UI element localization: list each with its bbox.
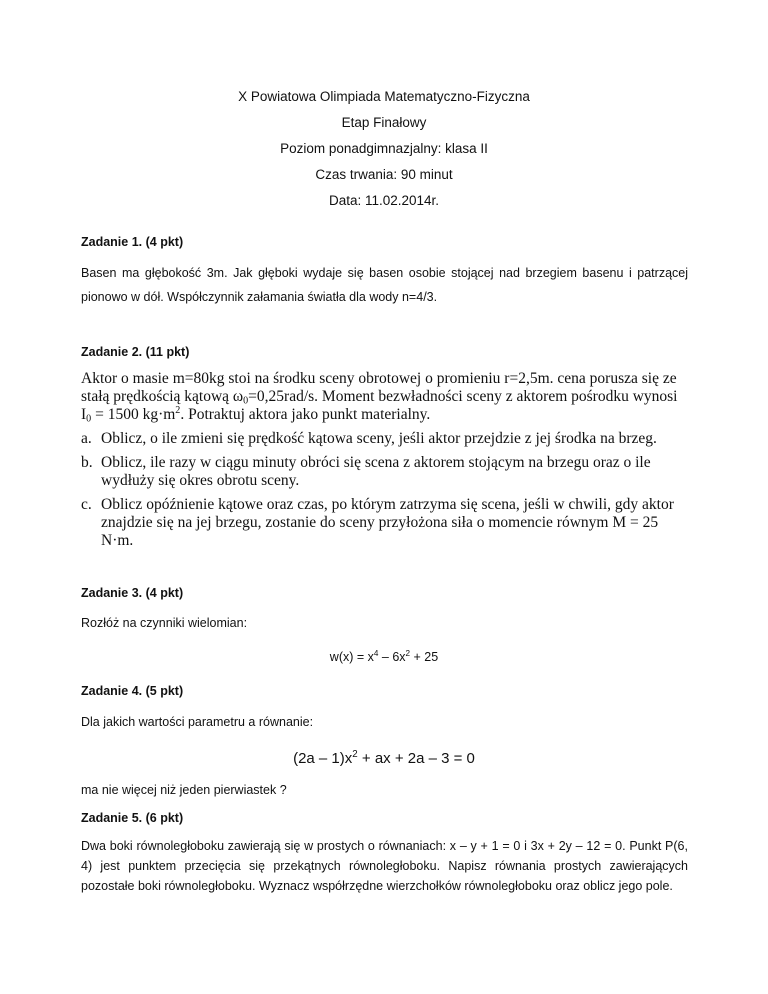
task-1-heading: Zadanie 1. (4 pkt) (81, 235, 184, 249)
exam-level: Poziom ponadgimnazjalny: klasa II (280, 141, 488, 156)
exam-title: X Powiatowa Olimpiada Matematyczno-Fizyczna (238, 89, 530, 104)
list-item: c. Oblicz opóźnienie kątowe oraz czas, po którym zatrzyma się scena, jeśli w chwili, gdy aktor znajdzie się na jej brzegu, zostanie do sceny przyłożona siła o momencie równym M = 25 N·m. (81, 496, 674, 549)
task-5-heading: Zadanie 5. (6 pkt) (81, 811, 184, 825)
exam-header (0, 84, 768, 214)
list-item: a. Oblicz, o ile zmieni się prędkość kątowa sceny, jeśli aktor przejdzie z jej środka na brzeg. (81, 430, 657, 447)
task-2-heading: Zadanie 2. (11 pkt) (81, 345, 190, 359)
task-4-after: ma nie więcej niż jeden pierwiastek ? (81, 783, 287, 797)
exam-stage: Etap Finałowy (341, 115, 427, 130)
task-4-text: Dla jakich wartości parametru a równanie: (81, 715, 314, 729)
exam-duration: Czas trwania: 90 minut (315, 167, 453, 182)
task-3-heading: Zadanie 3. (4 pkt) (81, 586, 184, 600)
task-5-text: Dwa boki równoległoboku zawierają się w prostych o równaniach: x – y + 1 = 0 i 3x + 2y – 12 = 0. Punkt P(6, 4) jest punktem przecięcia się przekątnych równoległoboku. Napisz równania prostych zawierających pozostałe boki równoległoboku. Wyznacz współrzędne wierzchołków równoległoboku oraz oblicz jego pole. (81, 839, 688, 893)
task-4-heading: Zadanie 4. (5 pkt) (81, 684, 184, 698)
task-3-formula: $w(x) = x^4 - 6x^2 + 25$ (329, 649, 439, 664)
task-1-text: Basen ma głębokość 3m. Jak głęboki wydaje się basen osobie stojącej nad brzegiem basenu i patrzącej pionowo w dół. Współczynnik załamania światła dla wody n=4/3. (81, 266, 688, 304)
task-3-text: Rozłóż na czynniki wielomian: (81, 616, 248, 630)
exam-date: Data: 11.02.2014r. (328, 193, 440, 208)
task-4-formula: $(2a - 1)x^2$ + ax + 2a – 3 = 0 (293, 749, 475, 767)
task-2-subtasks (81, 430, 691, 556)
list-item: b. Oblicz, ile razy w ciągu minuty obróci się scena z aktorem stojącym na brzegu oraz o ile wydłuży się okres obrotu sceny. (81, 454, 651, 489)
task-2-intro: Aktor o masie m=80kg stoi na środku sceny obrotowej o promieniu r=2,5m. cena porusza się ze stałą prędkością kątową $\omega_0=0,25rad/s$. Moment bezwładności sceny z aktorem pośrodku wynosi $I_0 = 1500$ $kg\cdot m^2$. Potraktuj aktora jako punkt materialny. (81, 370, 678, 425)
